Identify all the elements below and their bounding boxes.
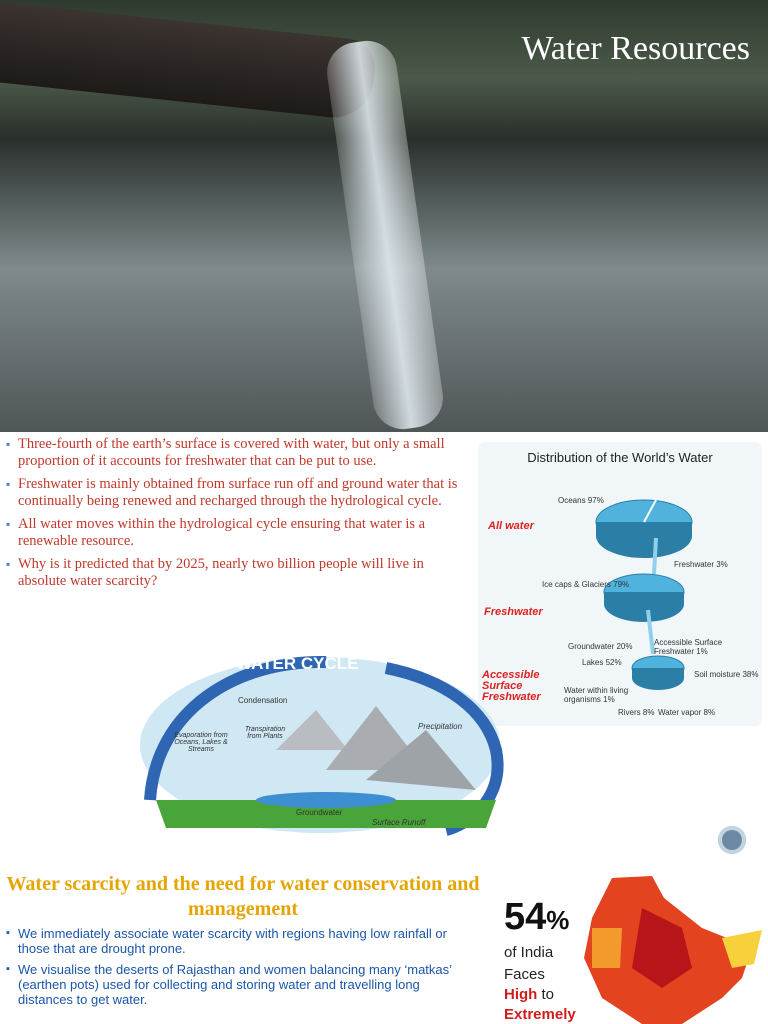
label-icecaps: Ice caps & Glaciers 79% — [542, 580, 630, 589]
extremely-word: Extremely — [504, 1006, 576, 1023]
list-item — [6, 556, 466, 590]
list-item — [6, 962, 478, 1007]
bullet-text: All water moves within the hydrological cycle ensuring that water is a renewable resource. — [18, 516, 426, 549]
pct-sign: % — [546, 905, 570, 935]
page-title: Water Resources — [521, 30, 750, 67]
label-condensation: Condensation — [238, 696, 288, 705]
to-word: to — [537, 986, 555, 1003]
intro-bullets — [6, 436, 466, 596]
bullet-icon: ▪ — [6, 963, 10, 975]
label-freshwater: Freshwater 3% — [674, 560, 728, 569]
list-item — [6, 476, 466, 510]
label-evaporation: Evaporation from Oceans, Lakes & Streams — [174, 732, 228, 753]
section-freshwater: Freshwater — [484, 606, 543, 618]
bullet-text: We immediately associate water scarcity with regions having low rainfall or those that are drought prone. — [18, 926, 447, 956]
label-vapor: Water vapor 8% — [658, 708, 716, 717]
list-item — [6, 516, 466, 550]
figure-title: Distribution of the World’s Water — [527, 450, 713, 465]
world-water-distribution-figure — [478, 442, 762, 726]
bullet-icon: ▪ — [6, 557, 11, 571]
india-high-line — [504, 986, 554, 1003]
section-all-water: All water — [488, 520, 534, 532]
label-lakes: Lakes 52% — [582, 658, 622, 667]
bullet-icon: ▪ — [6, 477, 11, 491]
bullet-text: Freshwater is mainly obtained from surface run off and ground water that is continually being renewed and recharged through the hydrological cycle. — [18, 476, 458, 509]
water-stream-image — [323, 37, 447, 432]
bullet-text: We visualise the deserts of Rajasthan and women balancing many ‘matkas’ (earthen pots) used for collecting and storing water and travelling long distances to get water. — [18, 962, 452, 1007]
caption-line1: of India — [504, 944, 554, 961]
scroll-indicator-button[interactable] — [718, 826, 746, 854]
cycle-title: WATER CYCLE — [236, 654, 359, 673]
high-word: High — [504, 986, 538, 1003]
hero-photo — [0, 0, 768, 432]
bullet-text: Three-fourth of the earth’s surface is covered with water, but only a small proportion of it accounts for freshwater that can be put to use. — [18, 436, 445, 469]
label-rivers: Rivers 8% — [618, 708, 655, 717]
water-cycle-diagram — [126, 650, 514, 840]
bullet-text: Why is it predicted that by 2025, nearly two billion people will live in absolute water scarcity? — [18, 556, 424, 589]
label-accessible: Accessible Surface Freshwater 1% — [654, 638, 723, 656]
label-soil: Soil moisture 38% — [694, 670, 759, 679]
pipe-image — [0, 0, 378, 121]
percentage-value — [504, 896, 569, 939]
section-heading: Water scarcity and the need for water conservation and management — [6, 873, 480, 920]
section-accessible: Accessible Surface Freshwater — [482, 669, 541, 703]
label-groundwater: Groundwater 20% — [568, 642, 633, 651]
label-organisms: Water within living organisms 1% — [564, 686, 629, 704]
scarcity-bullets — [6, 926, 478, 1013]
list-item — [6, 436, 466, 470]
bullet-icon: ▪ — [6, 437, 11, 451]
india-caption — [504, 942, 553, 986]
label-oceans: Oceans 97% — [558, 496, 604, 505]
caption-line2: Faces — [504, 966, 545, 983]
label-transpiration: Transpiration from Plants — [244, 726, 286, 740]
bullet-icon: ▪ — [6, 517, 11, 531]
label-groundwater-cycle: Groundwater — [296, 808, 343, 817]
bullet-icon: ▪ — [6, 927, 10, 939]
india-infographic — [492, 868, 768, 1024]
label-precipitation: Precipitation — [418, 722, 463, 731]
pct-number: 54 — [504, 896, 547, 938]
list-item — [6, 926, 478, 956]
label-runoff: Surface Runoff — [372, 818, 426, 827]
